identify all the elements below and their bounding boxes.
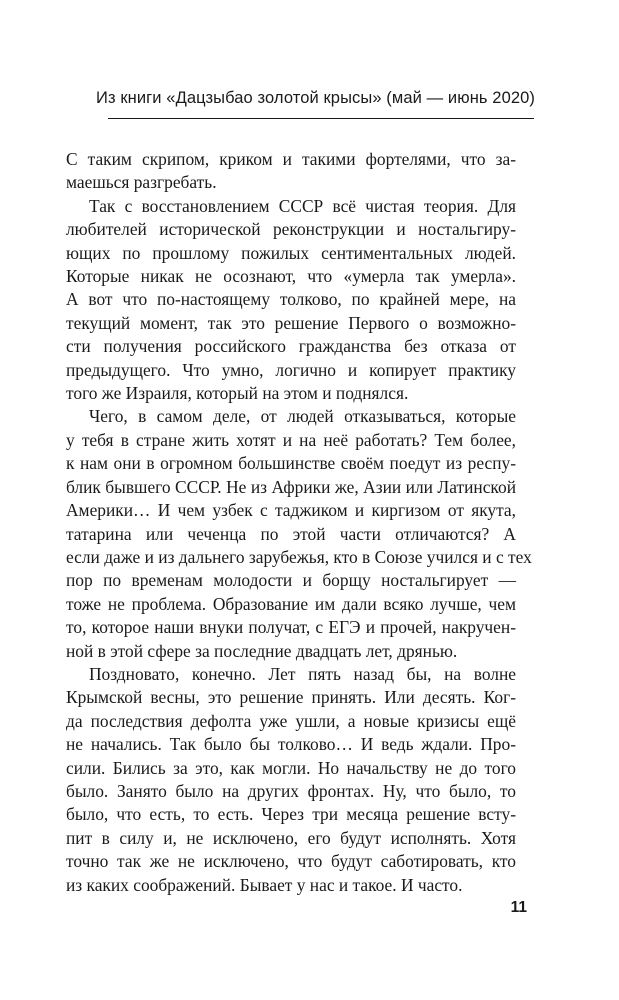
text-line: А вот что по-настоящему толково, по крайней мере, на bbox=[66, 289, 516, 310]
text-line: Чего, в самом деле, от людей отказываться, которые bbox=[89, 406, 516, 427]
body-text bbox=[66, 148, 532, 897]
paragraph bbox=[66, 148, 516, 195]
text-line: сти получения российского гражданства без отказа от bbox=[66, 336, 516, 357]
running-head: Из книги «Дацзыбао золотой крысы» (май — июнь 2020) bbox=[96, 89, 535, 107]
text-line: точно так же не исключено, что будут саботировать, кто bbox=[66, 851, 516, 872]
paragraph bbox=[66, 195, 516, 406]
text-line: текущий момент, так это решение Первого о возможно- bbox=[66, 312, 516, 333]
text-line: того же Израиля, который на этом и поднялся. bbox=[66, 383, 409, 404]
text-line: если даже и из дальнего зарубежья, кто в Союзе учился и с тех bbox=[66, 546, 532, 567]
text-line: было. Занято было на других фронтах. Ну, что было, то bbox=[66, 780, 516, 801]
text-line: предыдущего. Что умно, логично и копирует практику bbox=[66, 359, 516, 380]
text-line: Крымской весны, это решение принять. Или десять. Ког- bbox=[66, 687, 516, 708]
text-line: пит в силу и, не исключено, его будут исполнять. Хотя bbox=[66, 827, 516, 848]
text-line: маешься разгребать. bbox=[66, 172, 217, 193]
text-line: любителей исторической реконструкции и ностальгиру- bbox=[66, 219, 516, 240]
text-line: пор по временам молодости и борщу ностальгирует — bbox=[66, 570, 516, 591]
text-line: сили. Бились за это, как могли. Но начальству не до того bbox=[66, 757, 516, 778]
text-line: тоже не проблема. Образование им дали всяко лучше, чем bbox=[66, 593, 516, 614]
text-line: ющих по прошлому пожилых сентиментальных людей. bbox=[66, 242, 516, 263]
text-line: ной в этой сфере за последние двадцать лет, дрянью. bbox=[66, 640, 458, 661]
text-line: да последствия дефолта уже ушли, а новые кризисы ещё bbox=[66, 710, 516, 731]
text-line: к нам они в огромном большинстве своём поедут из респу- bbox=[66, 453, 516, 474]
text-line: у тебя в стране жить хотят и на неё работать? Тем более, bbox=[66, 429, 516, 450]
header-rule bbox=[108, 118, 534, 119]
paragraph bbox=[66, 663, 516, 897]
page-number: 11 bbox=[510, 899, 527, 916]
text-line: Которые никак не осознают, что «умерла так умерла». bbox=[66, 266, 516, 287]
text-line: Поздновато, конечно. Лет пять назад бы, на волне bbox=[89, 663, 516, 684]
text-line: блик бывшего СССР. Не из Африки же, Азии или Латинской bbox=[66, 476, 516, 497]
text-line: татарина или чеченца по этой части отличаются? А bbox=[66, 523, 516, 544]
text-line: было, что есть, то есть. Через три месяца решение всту- bbox=[66, 804, 516, 825]
text-line: Америки… И чем узбек с таджиком и киргизом от якута, bbox=[66, 500, 516, 521]
text-line: то, которое наши внуки получат, с ЕГЭ и прочей, накручен- bbox=[66, 617, 516, 638]
text-line: С таким скрипом, криком и такими фортелями, что за- bbox=[66, 149, 516, 169]
text-line: не начались. Так было бы толково… И ведь ждали. Про- bbox=[66, 734, 516, 755]
paragraph bbox=[66, 405, 532, 662]
text-line: из каких соображений. Бывает у нас и такое. И часто. bbox=[66, 874, 463, 895]
text-line: Так с восстановлением СССР всё чистая теория. Для bbox=[89, 195, 516, 216]
